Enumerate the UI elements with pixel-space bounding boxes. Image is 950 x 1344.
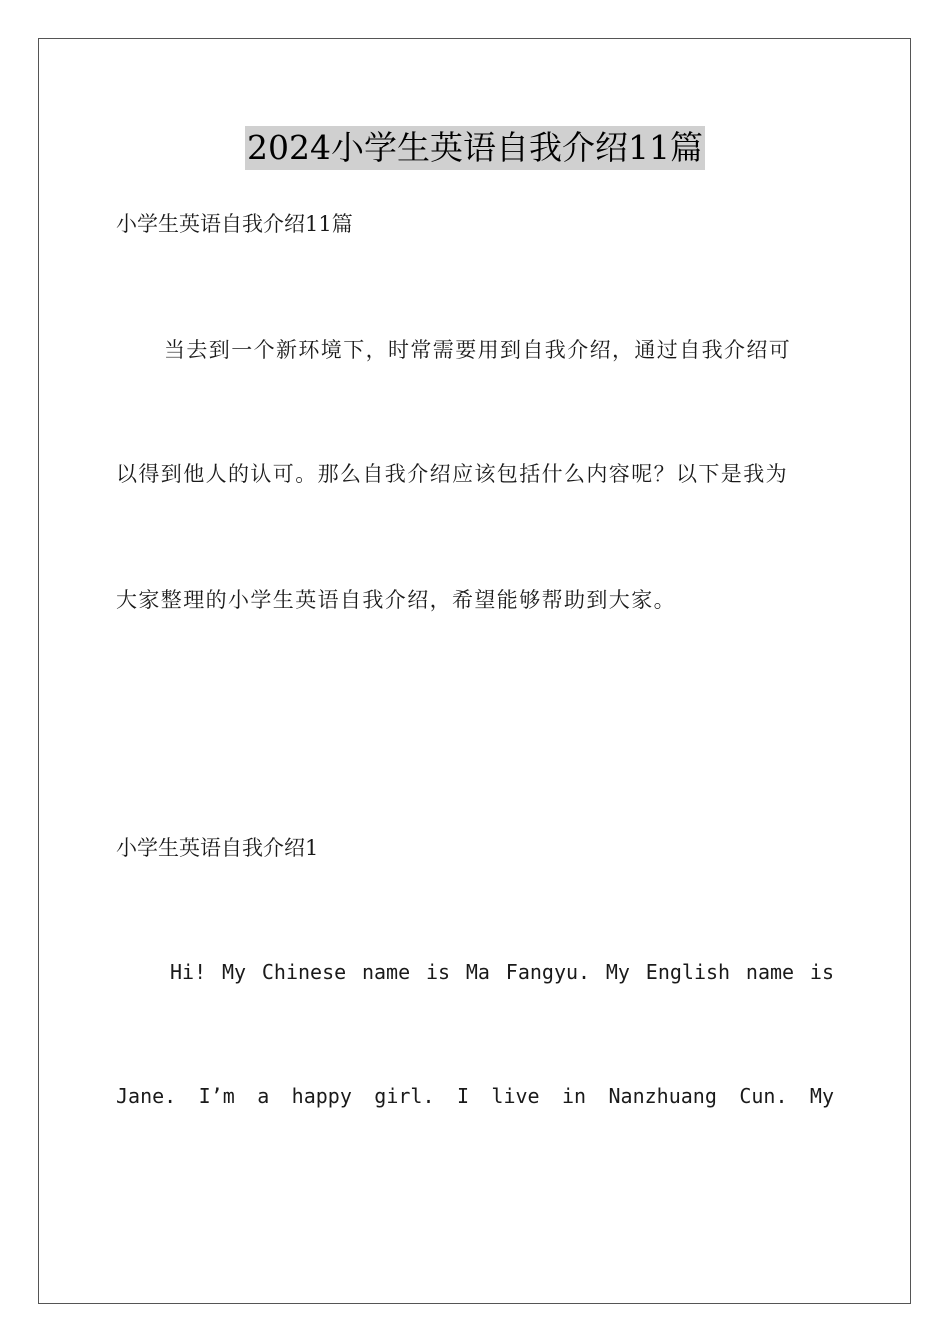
document-title: 2024小学生英语自我介绍11篇 [245,126,705,170]
document-subtitle: 小学生英语自我介绍11篇 [116,212,353,236]
intro-line-1: 当去到一个新环境下，时常需要用到自我介绍，通过自我介绍可 [164,338,792,362]
section-heading: 小学生英语自我介绍1 [116,836,319,860]
intro-line-3: 大家整理的小学生英语自我介绍，希望能够帮助到大家。 [116,588,676,612]
english-line-2: Jane. I’m a happy girl. I live in Nanzhuang Cun. My [116,1084,834,1108]
english-line-1: Hi! My Chinese name is Ma Fangyu. My English name is [170,960,834,984]
intro-line-2: 以得到他人的认可。那么自我介绍应该包括什么内容呢？以下是我为 [116,462,788,486]
title-container [0,126,950,170]
